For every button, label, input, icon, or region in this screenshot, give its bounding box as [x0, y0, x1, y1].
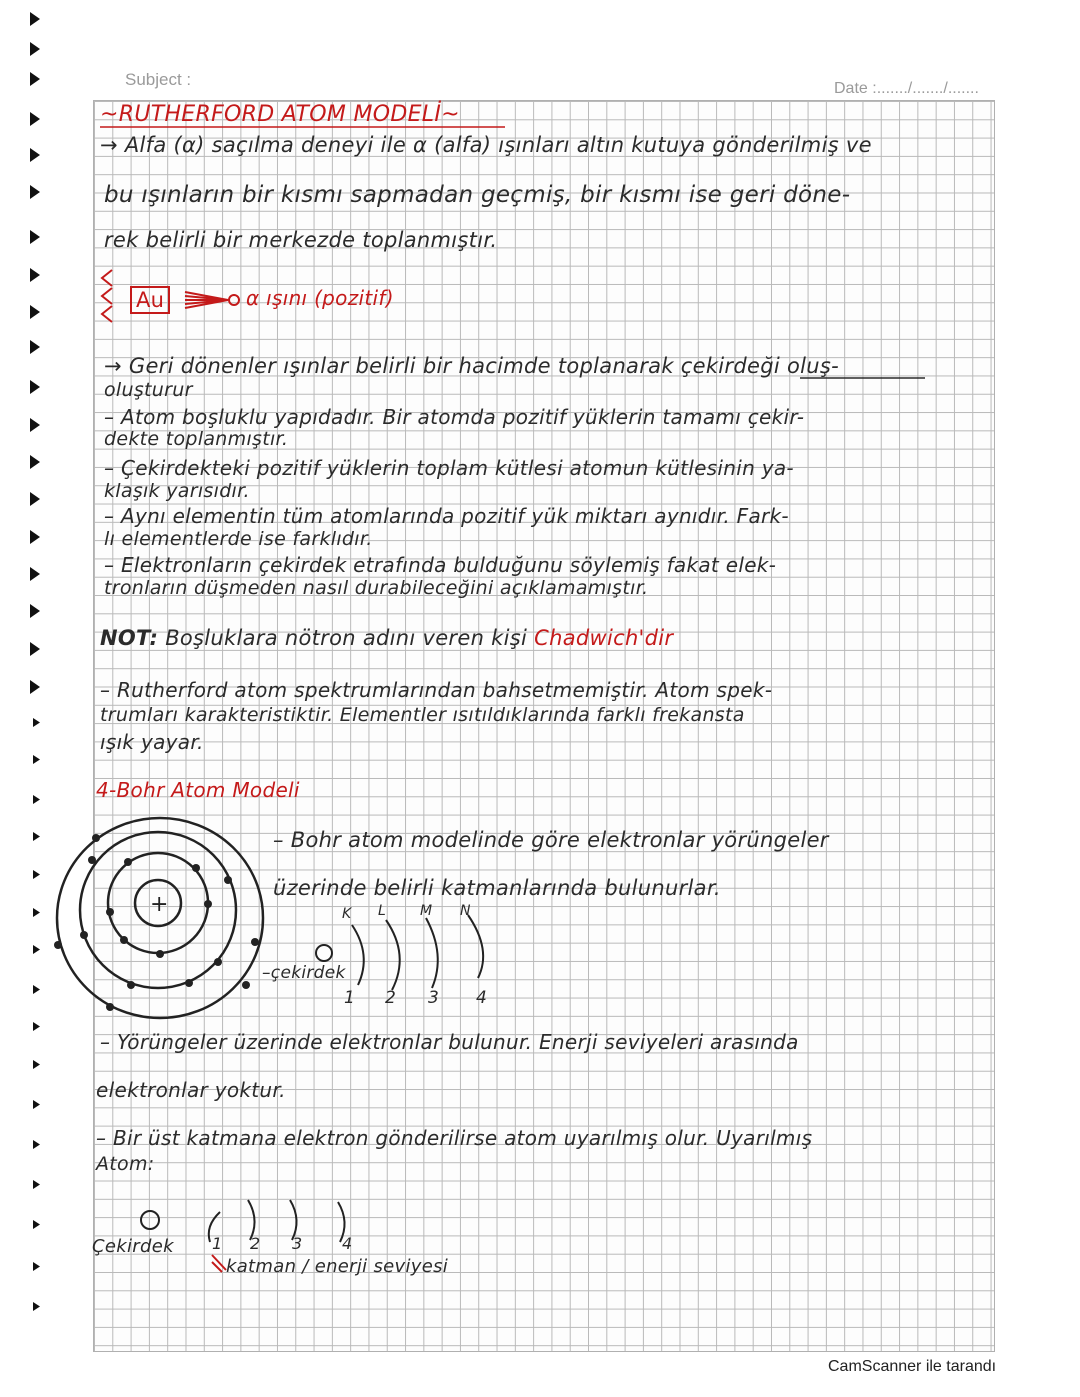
- note-line: – Bir üst katmana elektron gönderilirse atom uyarılmış olur. Uyarılmış: [96, 1126, 813, 1150]
- alpha-ray-label: α ışını (pozitif): [246, 286, 394, 310]
- shell-schematic: [316, 915, 483, 990]
- note-line: klaşık yarısıdır.: [104, 480, 250, 502]
- shell-letter: N: [460, 903, 471, 919]
- nucleus-label: –çekirdek: [262, 963, 346, 983]
- note-line: lı elementlerde ise farklıdır.: [104, 528, 373, 550]
- rutherford-title: ~RUTHERFORD ATOM MODELİ~: [100, 102, 460, 127]
- bohr-title: 4-Bohr Atom Modeli: [96, 778, 300, 802]
- shell-number: 3: [428, 988, 440, 1008]
- note-line: – Yörüngeler üzerinde elektronlar bulunur. Enerji seviyeleri arasında: [100, 1030, 799, 1054]
- gold-foil-box: Au: [130, 286, 170, 314]
- note-line: → Geri dönenler ışınlar belirli bir hacimde toplanarak çekirdeği oluş-: [104, 354, 839, 378]
- electron-dots: [54, 834, 259, 1011]
- not-text: Boşluklara nötron adını veren kişi: [165, 626, 528, 650]
- shell-number: 1: [344, 988, 356, 1008]
- shell-letter: M: [420, 903, 433, 919]
- note-line: ışık yayar.: [100, 730, 204, 754]
- bohr-atom-diagram: [57, 818, 263, 1018]
- excited-shell-schematic: [141, 1200, 345, 1272]
- not-prefix: NOT:: [100, 626, 159, 650]
- subject-label: Subject :: [125, 70, 192, 89]
- note-line: – Rutherford atom spektrumlarından bahsetmemiştir. Atom spek-: [100, 678, 773, 702]
- shell-letter: K: [342, 906, 352, 922]
- layer-label: katman / enerji seviyesi: [226, 1256, 449, 1277]
- nucleus-sign: +: [150, 892, 169, 917]
- note-line: Atom:: [96, 1153, 155, 1175]
- note-line: elektronlar yoktur.: [96, 1078, 286, 1102]
- shell-number: 2: [250, 1234, 261, 1253]
- note-line: üzerinde belirli katmanlarında bulunurlar.: [273, 876, 721, 900]
- date-label: Date :......./......./.......: [834, 80, 979, 97]
- note-line: – Çekirdekteki pozitif yüklerin toplam kütlesi atomun kütlesinin ya-: [104, 456, 794, 480]
- shell-number: 3: [292, 1234, 303, 1253]
- note-line: – Atom boşluklu yapıdadır. Bir atomda pozitif yüklerin tamamı çekir-: [104, 405, 805, 429]
- note-line: bu ışınların bir kısmı sapmadan geçmiş, bir kısmı ise geri döne-: [104, 182, 851, 208]
- shell-number: 2: [385, 988, 397, 1008]
- note-line: dekte toplanmıştır.: [104, 428, 289, 450]
- shell-number: 4: [476, 988, 488, 1008]
- shell-number: 4: [342, 1234, 353, 1253]
- note-line: tronların düşmeden nasıl durabileceğini açıklamamıştır.: [104, 577, 649, 599]
- shell-number: 1: [212, 1234, 223, 1253]
- nucleus-label-2: Çekirdek: [92, 1236, 174, 1257]
- scanner-watermark: CamScanner ile tarandı: [828, 1358, 997, 1375]
- note-line: – Bohr atom modelinde göre elektronlar yörüngeler: [273, 828, 829, 852]
- shell-letter: L: [378, 903, 387, 919]
- note-line: – Aynı elementin tüm atomlarında pozitif yük miktarı aynıdır. Fark-: [104, 504, 789, 528]
- note-line: → Alfa (α) saçılma deneyi ile α (alfa) ışınları altın kutuya gönderilmiş ve: [100, 133, 872, 157]
- note-line: oluşturur: [104, 379, 193, 401]
- chadwick-name: Chadwich'dir: [534, 626, 674, 650]
- note-line: trumları karakteristiktir. Elementler ısıtıldıklarında farklı frekansta: [100, 704, 745, 726]
- note-line: rek belirli bir merkezde toplanmıştır.: [104, 228, 498, 252]
- note-line: – Elektronların çekirdek etrafında bulduğunu söylemiş fakat elek-: [104, 553, 777, 577]
- alpha-beam-icon: [102, 270, 239, 322]
